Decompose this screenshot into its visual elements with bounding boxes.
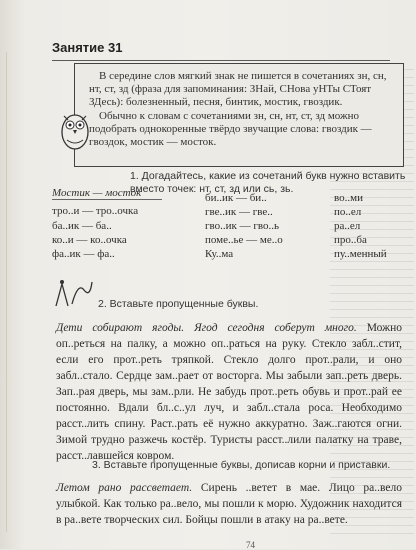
task1-col1-item: фа..ик — фа.. — [52, 248, 115, 260]
task1-col1-item: тро..и — тро..очка — [52, 205, 139, 217]
task1-col2-item: Ку..ма — [205, 248, 234, 260]
task1-col2-item: поме..ье — ме..о — [205, 234, 283, 246]
task1-col3-item: про..ба — [334, 234, 367, 246]
task1-col3-item: во..ми — [334, 192, 363, 204]
owl-icon — [58, 108, 92, 152]
task1-col1-item: Мостик — мосток — [52, 187, 142, 199]
task-2-body: Можно оп..реться на палку, а можно оп..раться на руку. Стекло забл..стит, если его прот..реть тряпкой. Стекло долго прот..рали, и оно забл..стало. Сердце зам..рает от восторга. Мы забыли зап..реть дверь. Зап..рая дверь, мы зам..рли. Не забудь прот..реть обувь и прот..рай ее постоянно. Вдали бл..с..ул луч, и забл..стала роса. Необходимо расст..лить спину. Раст..рать её нужно аккуратно. Заж..гаются огни. Зимой трудно разжечь костёр. Туристы расст..лили палатку на траве, расст..лавшейся ковром. — [56, 322, 402, 462]
task1-col1-item: ко..и — ко..очка — [52, 234, 127, 246]
page-number: 74 — [246, 540, 255, 550]
task1-col2-item: би..ик — би.. — [205, 192, 267, 204]
rule-box — [74, 63, 404, 167]
task1-col3-item: пу..менный — [334, 248, 387, 260]
task-3-text — [56, 480, 402, 528]
task-1-title: 1. Догадайтесь, какие из сочетаний букв нужно вставить вместо точек: нт, ст, зд или сь, зь. — [130, 170, 406, 195]
task-3-body: Сирень ..ветет в мае. Лицо ра..вело улыбкой. Как только ра..вело, мы пошли к морю. Художник находится в ра..вете творческих сил. Бойцы пошли в атаку на ра..вете. — [56, 482, 402, 526]
rule-paragraph-2: Обычно к словам с сочетаниями зн, сн, нт, ст, зд можно подобрать однокоренные твёрдо звучащие слова: гвоздик — гвоздок, мостик — мосток. — [89, 110, 372, 148]
margin-rule — [6, 52, 7, 532]
task-2-text — [56, 320, 402, 464]
task1-col2-item: гве..ик — гве.. — [205, 206, 273, 218]
task1-col2-item: гво..ик — гво..ь — [205, 220, 280, 232]
example-underline — [52, 199, 162, 200]
task-2-lead: Дети собирают ягоды. Ягод сегодня соберут много. — [56, 322, 357, 334]
task-3-title: 3. Вставьте пропущенные буквы, дописав корни и приставки. — [92, 459, 391, 471]
lesson-title: Занятие 31 — [52, 40, 123, 55]
task-2-title: 2. Вставьте пропущенные буквы. — [98, 298, 259, 310]
task-3-lead: Летом рано рассветает. — [56, 482, 193, 494]
pen-icon — [52, 276, 96, 310]
rule-paragraph-1: В середине слов мягкий знак не пишется в сочетаниях зн, сн, нт, ст, зд (фраза для запоминания: ЗНай, СНова уНТы СТоят ЗДесь): болезненный, песня, бинтик, мостик, гвоздик. — [89, 70, 387, 108]
task1-col3-item: ра..ел — [334, 220, 361, 232]
task1-col3-item: по..ел — [334, 206, 362, 218]
task1-col1-item: ба..ик — ба.. — [52, 220, 112, 232]
title-underline — [52, 60, 390, 61]
